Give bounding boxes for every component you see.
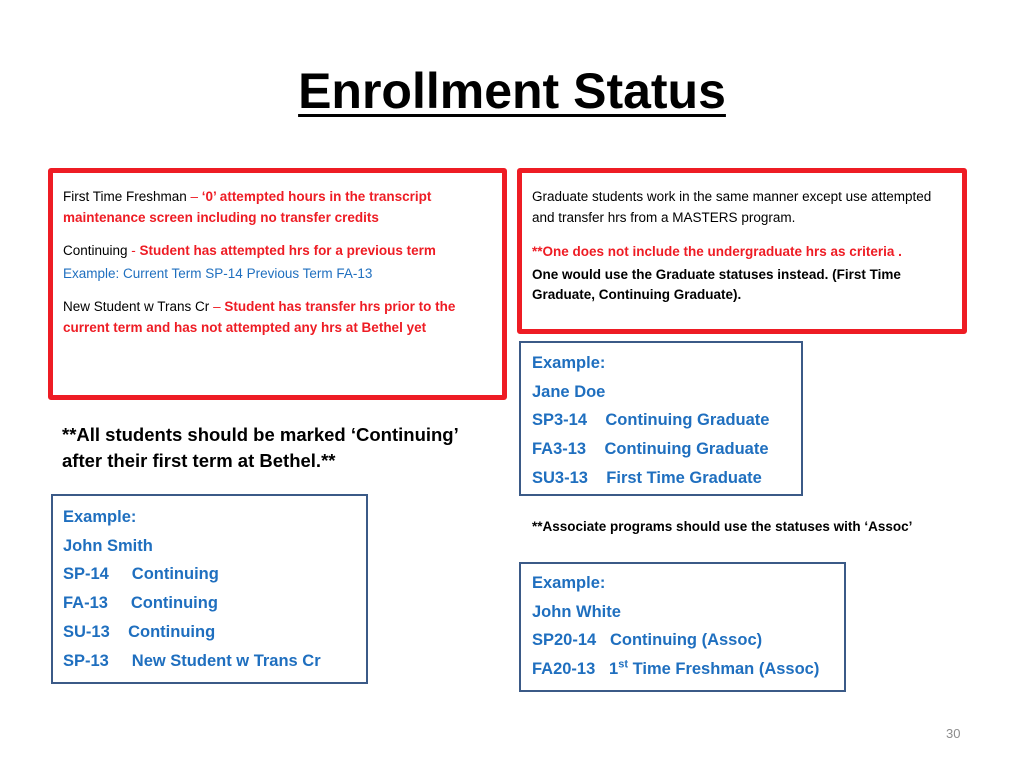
graduate-statuses-note: One would use the Graduate statuses instead. (First Time Graduate, Continuing Graduate).: [532, 266, 901, 302]
term-status-row: SU3-13 First Time Graduate: [532, 468, 762, 487]
dash: –: [186, 189, 202, 204]
example-heading: Example:: [532, 354, 606, 372]
dash: –: [209, 299, 225, 314]
page-number: 30: [946, 726, 961, 741]
example-heading: Example:: [532, 574, 606, 592]
continuing-label: Continuing: [63, 243, 128, 258]
term-status-row: SP-13 New Student w Trans Cr: [63, 651, 321, 670]
associate-note: **Associate programs should use the statuses with ‘Assoc’: [532, 519, 913, 534]
graduate-explanation: Graduate students work in the same manner except use attempted and transfer hrs from a MASTERS program.: [532, 189, 932, 225]
dash: -: [127, 243, 140, 258]
student-name: John White: [532, 602, 621, 621]
new-student-trans-cr-label: New Student w Trans Cr: [63, 299, 210, 314]
undergrad-hrs-note: **One does not include the undergraduate hrs as criteria .: [532, 244, 902, 259]
example-heading: Example:: [63, 508, 137, 526]
term-status-row: [532, 655, 844, 684]
term-status-row: FA-13 Continuing: [63, 594, 218, 613]
student-name: Jane Doe: [532, 382, 606, 401]
ordinal-suffix: st: [618, 658, 628, 671]
new-student-trans-cr-text: Student has transfer hrs prior to the current term and has not attempted any hrs at Bethel yet: [63, 299, 456, 335]
undergrad-status-box: [48, 168, 507, 400]
slide-title: Enrollment Status: [298, 63, 726, 119]
term-status-row: FA3-13 Continuing Graduate: [532, 440, 769, 459]
term-status-row: SP20-14 Continuing (Assoc): [532, 631, 763, 650]
term-status-row: SP3-14 Continuing Graduate: [532, 411, 770, 430]
term-status-suffix: Time Freshman (Assoc): [628, 660, 820, 679]
term-status-row: SP-14 Continuing: [63, 565, 219, 584]
first-time-freshman-text: ‘0’ attempted hours in the transcript maintenance screen including no transfer credits: [63, 189, 432, 225]
first-time-freshman-definition: [63, 187, 492, 228]
continuing-definition: [63, 241, 492, 262]
graduate-status-box: [517, 168, 967, 334]
new-student-trans-cr-definition: [63, 297, 492, 338]
term-status-prefix: FA20-13 1: [532, 660, 619, 679]
example-box-john-smith: [51, 494, 368, 684]
first-time-freshman-label: First Time Freshman: [63, 189, 187, 204]
term-status-row: SU-13 Continuing: [63, 622, 216, 641]
continuing-example: Example: Current Term SP-14 Previous Term FA-13: [63, 265, 373, 281]
student-name: John Smith: [63, 536, 153, 555]
continuing-text: Student has attempted hrs for a previous term: [139, 243, 436, 258]
example-box-john-white: [519, 562, 846, 692]
continuing-note: **All students should be marked ‘Continuing’ after their first term at Bethel.**: [62, 424, 458, 471]
example-box-jane-doe: [519, 341, 803, 496]
